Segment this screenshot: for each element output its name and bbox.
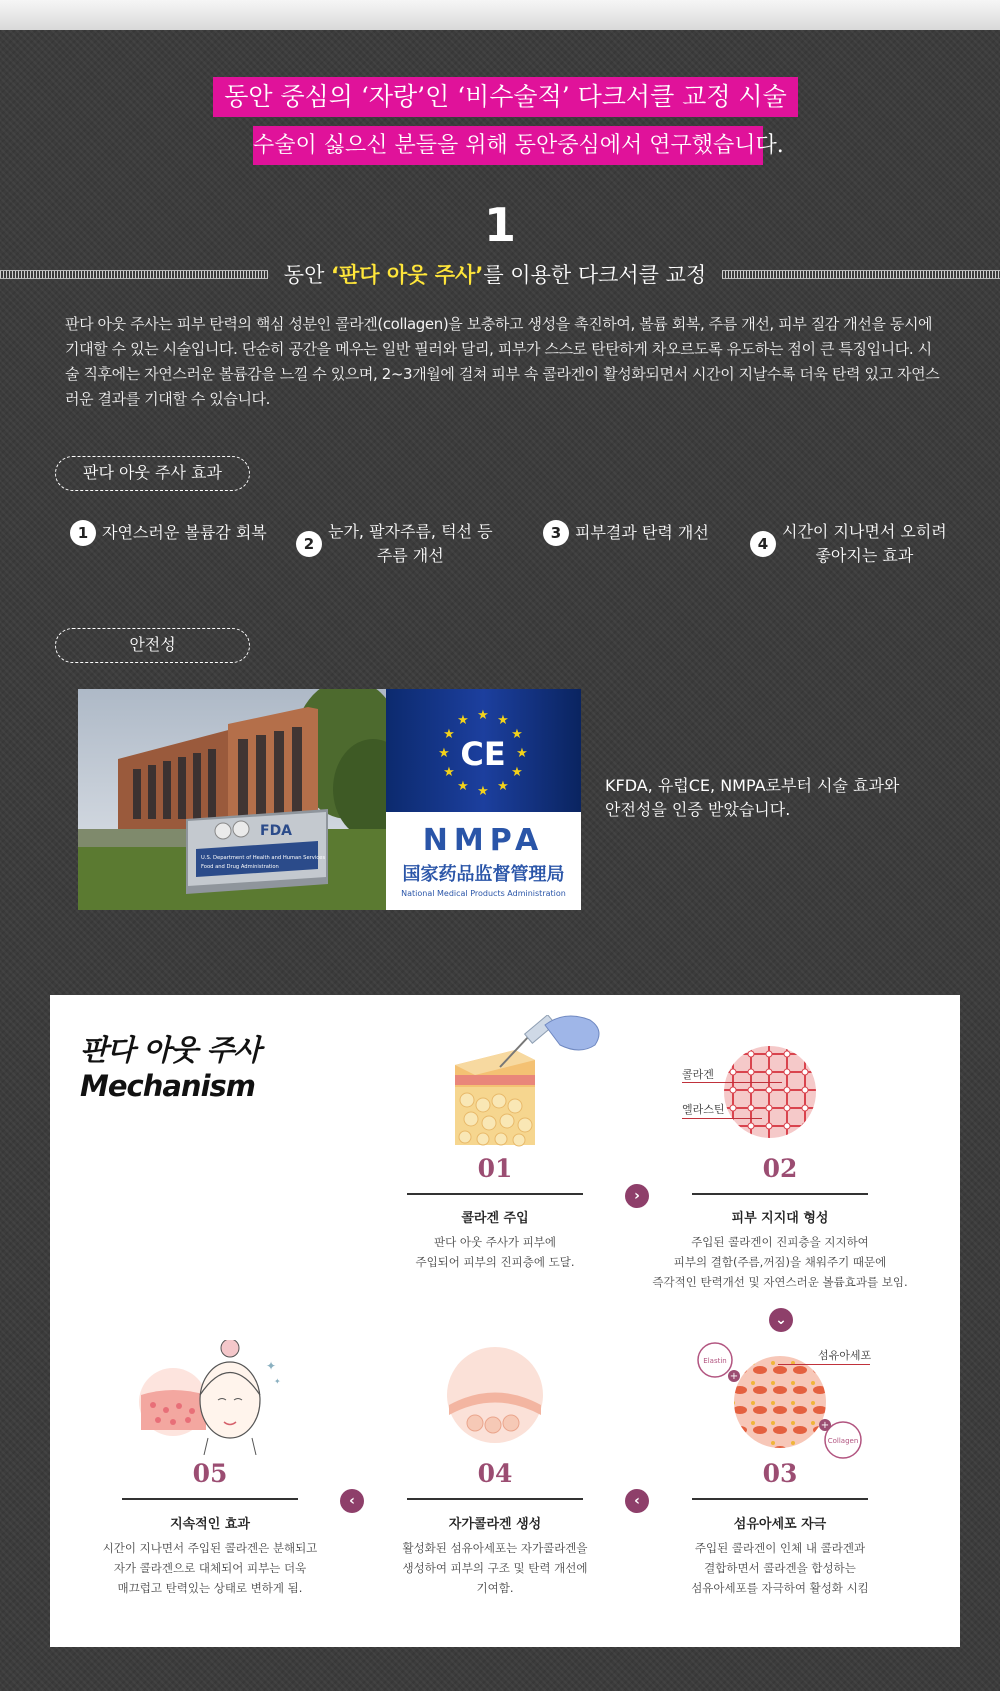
label-collagen-line — [682, 1082, 782, 1083]
result-face-illustration — [138, 1340, 288, 1455]
svg-text:★: ★ — [497, 779, 509, 794]
step-heading: 섬유아세포 자극 — [733, 1517, 827, 1532]
headline-primary: 동안 중심의 ‘자랑’인 ‘비수술적’ 다크서클 교정 시술 — [213, 77, 798, 117]
nmpa-title: NMPA — [422, 823, 545, 858]
step-heading: 자가콜라겐 생성 — [448, 1517, 542, 1532]
ce-mark-text: CE — [460, 735, 506, 773]
injection-illustration — [445, 1015, 605, 1150]
nmpa-english: National Medical Products Administration — [401, 889, 566, 898]
ce-mark-flag — [386, 689, 581, 812]
section-title-pre: 동안 — [283, 263, 332, 287]
effect-text: 피부결과 탄력 개선 — [575, 523, 709, 542]
arrow-left-icon: ‹ — [625, 1489, 649, 1513]
section-title — [275, 258, 715, 292]
label-fibroblast-line — [778, 1364, 870, 1365]
step-heading: 피부 지지대 형성 — [731, 1211, 829, 1226]
svg-text:★: ★ — [511, 727, 523, 742]
fda-sign-line2: Food and Drug Administration — [201, 864, 279, 870]
svg-text:+: + — [729, 1371, 739, 1382]
safety-text: KFDA, 유럽CE, NMPA로부터 시술 효과와 안전성을 인증 받았습니다. — [605, 776, 900, 819]
nmpa-chinese: 国家药品监督管理局 — [402, 864, 565, 885]
svg-text:★: ★ — [516, 746, 528, 761]
nmpa-logo — [386, 812, 581, 910]
step-divider — [122, 1498, 298, 1500]
svg-text:★: ★ — [443, 727, 455, 742]
step-divider — [407, 1193, 583, 1195]
step-number: 01 — [477, 1154, 513, 1183]
fda-logo-text: FDA — [260, 823, 293, 839]
fda-building-illustration — [78, 689, 386, 910]
support-illustration — [670, 1045, 835, 1140]
label-collagen-en: Collagen — [827, 1437, 859, 1445]
svg-text:★: ★ — [457, 779, 469, 794]
step-heading: 지속적인 효과 — [170, 1517, 250, 1532]
arrow-right-icon: › — [625, 1184, 649, 1208]
step-description: 판다 아웃 주사가 피부에 주입되어 피부의 진피층에 도달. — [415, 1235, 575, 1269]
label-fibroblast: 섬유아세포 — [818, 1349, 872, 1362]
effect-item — [70, 520, 267, 546]
divider-right — [722, 270, 1000, 279]
svg-text:✦: ✦ — [266, 1359, 277, 1373]
step-heading: 콜라겐 주입 — [461, 1211, 529, 1226]
effect-number: 4 — [750, 531, 776, 557]
svg-text:★: ★ — [497, 713, 509, 728]
step-divider — [692, 1193, 868, 1195]
step-number: 03 — [762, 1459, 798, 1488]
ce-flag-illustration — [386, 689, 581, 812]
effect-text: 시간이 지나면서 오히려 좋아지는 효과 — [782, 522, 947, 565]
step-description: 시간이 지나면서 주입된 콜라겐은 분해되고 자가 콜라겐으로 대체되어 피부는 더욱 매끄럽고 탄력있는 상태로 변하게 됨. — [102, 1541, 318, 1595]
label-collagen: 콜라겐 — [682, 1068, 714, 1081]
svg-text:★: ★ — [438, 746, 450, 761]
label-elastin-line — [682, 1118, 762, 1119]
effect-number: 2 — [296, 531, 322, 557]
svg-text:+: + — [820, 1420, 830, 1431]
arrow-down-icon: ⌄ — [769, 1308, 793, 1332]
step-description: 주입된 콜라겐이 인체 내 콜라겐과 결합하면서 콜라겐을 합성하는 섬유아세포를 자극하여 활성화 시킴 — [691, 1541, 869, 1595]
svg-text:★: ★ — [477, 784, 489, 799]
section-number: 1 — [483, 198, 516, 252]
effect-number: 3 — [543, 520, 569, 546]
section-title-post: 를 이용한 다크서클 교정 — [483, 263, 707, 287]
effect-item — [543, 520, 709, 546]
effect-text: 눈가, 팔자주름, 턱선 등 주름 개선 — [328, 522, 493, 565]
svg-text:★: ★ — [477, 708, 489, 723]
step-description: 활성화된 섬유아세포는 자가콜라겐을 생성하여 피부의 구조 및 탄력 개선에 기여함. — [402, 1541, 588, 1595]
effect-item — [296, 520, 493, 568]
intro-paragraph: 판다 아웃 주사는 피부 탄력의 핵심 성분인 콜라겐(collagen)을 보충하고 생성을 촉진하여, 볼륨 회복, 주름 개선, 피부 질감 개선을 동시에 기대할 수 있는 시술입니다. 단순히 공간을 메우는 일반 필러와 달리, 피부가 스스로 탄탄하게 차오르도록 유도하는 점이 큰 특징입니다. 시술 직후에는 자연스러운 볼륨감을 느낄 수 있으며, 2~3개월에 걸쳐 피부 속 콜라겐이 활성화되면서 시간이 지날수록 더욱 탄력 있고 자연스러운 결과를 기대할 수 있습니다. — [65, 315, 940, 408]
effect-item — [750, 520, 947, 568]
headline-secondary: 수술이 싫으신 분들을 위해 동안중심에서 연구했습니다. — [253, 126, 763, 165]
divider-left — [0, 270, 268, 279]
arrow-left-icon: ‹ — [340, 1489, 364, 1513]
effect-number: 1 — [70, 520, 96, 546]
top-bar — [0, 0, 1000, 30]
effect-text: 자연스러운 볼륨감 회복 — [102, 523, 267, 542]
svg-text:★: ★ — [457, 713, 469, 728]
section-title-highlight: ‘판다 아웃 주사’ — [331, 263, 484, 287]
label-elastin-en: Elastin — [703, 1357, 727, 1365]
svg-text:✦: ✦ — [274, 1377, 281, 1386]
step-divider — [692, 1498, 868, 1500]
fda-building-photo — [78, 689, 386, 910]
mechanism-title — [80, 1032, 260, 1104]
svg-text:★: ★ — [511, 765, 523, 780]
fda-sign-line1: U.S. Department of Health and Human Services — [201, 855, 326, 861]
label-elastin: 엘라스틴 — [682, 1103, 725, 1116]
self-collagen-illustration — [445, 1345, 545, 1445]
step-number: 04 — [477, 1459, 513, 1488]
step-number: 05 — [192, 1459, 228, 1488]
step-number: 02 — [762, 1154, 798, 1183]
effects-label: 판다 아웃 주사 효과 — [55, 456, 250, 491]
mechanism-title-line2: Mechanism — [80, 1069, 255, 1103]
svg-text:★: ★ — [443, 765, 455, 780]
step-divider — [407, 1498, 583, 1500]
step-description: 주입된 콜라겐이 진피층을 지지하여 피부의 결함(주름,꺼짐)을 채워주기 때문에 즉각적인 탄력개선 및 자연스러운 볼륨효과를 보임. — [652, 1235, 908, 1289]
mechanism-title-line1: 판다 아웃 주사 — [80, 1033, 261, 1067]
safety-label: 안전성 — [55, 628, 250, 663]
